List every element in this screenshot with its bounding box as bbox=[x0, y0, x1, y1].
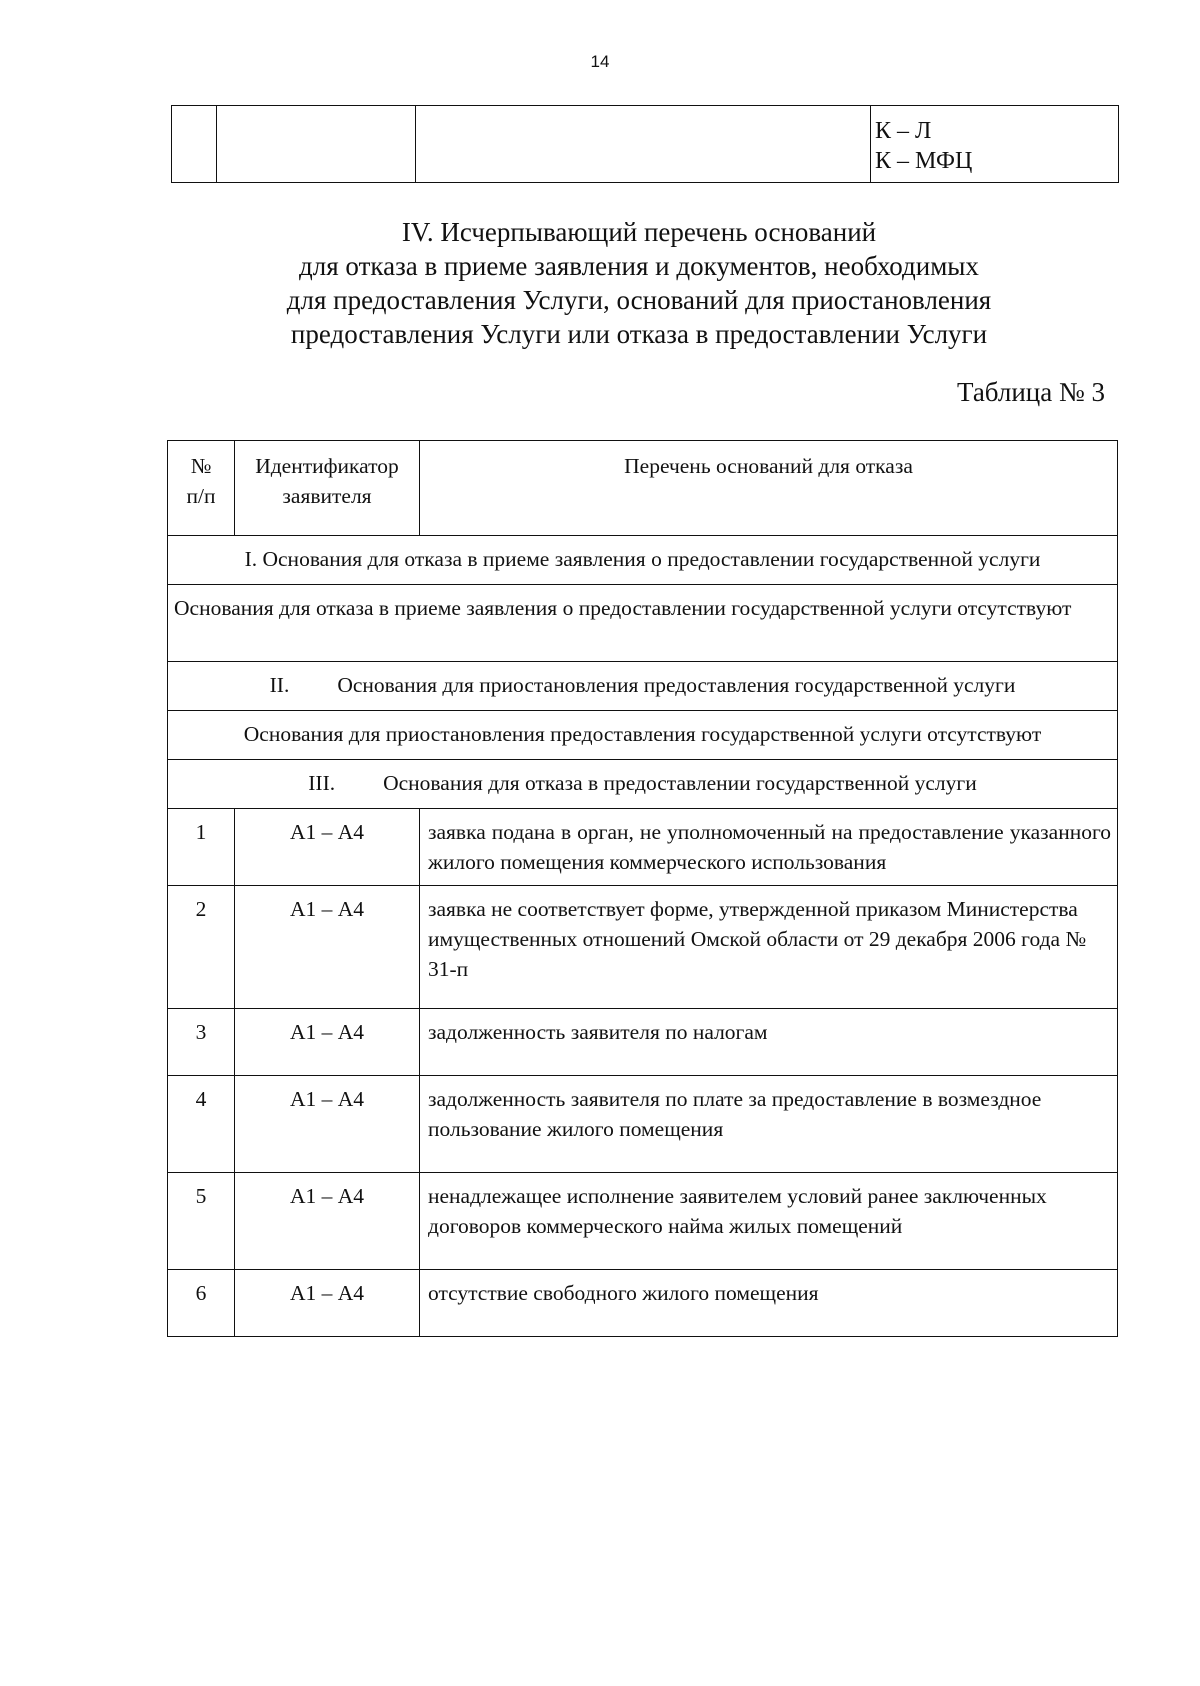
row-identifier: А1 – А4 bbox=[235, 809, 420, 886]
heading-line-3: для предоставления Услуги, оснований для приостановления bbox=[286, 285, 992, 315]
row-identifier: А1 – А4 bbox=[235, 1173, 420, 1270]
row-number: 4 bbox=[168, 1076, 235, 1173]
row-identifier: А1 – А4 bbox=[235, 1009, 420, 1076]
section-2-note: Основания для приостановления предоставления государственной услуги отсутствуют bbox=[168, 711, 1118, 760]
section-2-row bbox=[168, 662, 1118, 711]
section-heading bbox=[200, 215, 1078, 351]
section-1-note: Основания для отказа в приеме заявления о предоставлении государственной услуги отсутствуют bbox=[168, 585, 1118, 662]
continuation-table bbox=[171, 105, 1119, 183]
row-number: 5 bbox=[168, 1173, 235, 1270]
continuation-cell-4 bbox=[871, 106, 1119, 183]
table-row bbox=[168, 1076, 1118, 1173]
row-identifier: А1 – А4 bbox=[235, 886, 420, 1009]
refusal-grounds-table bbox=[167, 440, 1118, 1337]
section-2-roman: II. bbox=[269, 673, 290, 697]
row-reason: заявка не соответствует форме, утвержденной приказом Министерства имущественных отношений Омской области от 29 декабря 2006 года № 31-п bbox=[420, 886, 1118, 1009]
header-reasons: Перечень оснований для отказа bbox=[420, 441, 1118, 536]
continuation-line-2: К – МФЦ bbox=[875, 148, 973, 174]
section-3-title: Основания для отказа в предоставлении государственной услуги bbox=[383, 771, 977, 795]
row-reason: задолженность заявителя по налогам bbox=[420, 1009, 1118, 1076]
continuation-cell-2 bbox=[217, 106, 416, 183]
header-num-line-2: п/п bbox=[186, 484, 216, 508]
header-identifier-line-2: заявителя bbox=[282, 484, 372, 508]
continuation-cell-1 bbox=[172, 106, 217, 183]
row-number: 3 bbox=[168, 1009, 235, 1076]
row-identifier: А1 – А4 bbox=[235, 1270, 420, 1337]
heading-line-4: предоставления Услуги или отказа в предоставлении Услуги bbox=[290, 319, 988, 349]
table-header-row bbox=[168, 441, 1118, 536]
table-row bbox=[168, 886, 1118, 1009]
heading-line-1: IV. Исчерпывающий перечень оснований bbox=[401, 217, 877, 247]
continuation-cell-3 bbox=[416, 106, 871, 183]
section-3-cell bbox=[168, 760, 1118, 809]
row-number: 2 bbox=[168, 886, 235, 1009]
header-identifier bbox=[235, 441, 420, 536]
row-reason: ненадлежащее исполнение заявителем условий ранее заключенных договоров коммерческого найма жилых помещений bbox=[420, 1173, 1118, 1270]
section-3-row bbox=[168, 760, 1118, 809]
header-num bbox=[168, 441, 235, 536]
section-2-cell bbox=[168, 662, 1118, 711]
row-reason: заявка подана в орган, не уполномоченный на предоставление указанного жилого помещения коммерческого использования bbox=[420, 809, 1118, 886]
row-number: 1 bbox=[168, 809, 235, 886]
section-3-roman: III. bbox=[308, 771, 336, 795]
table-row bbox=[168, 1173, 1118, 1270]
heading-line-2: для отказа в приеме заявления и документов, необходимых bbox=[299, 251, 979, 281]
row-reason: задолженность заявителя по плате за предоставление в возмездное пользование жилого помещения bbox=[420, 1076, 1118, 1173]
section-1-note-row bbox=[168, 585, 1118, 662]
continuation-line-1: К – Л bbox=[875, 118, 932, 144]
row-reason: отсутствие свободного жилого помещения bbox=[420, 1270, 1118, 1337]
section-1-row bbox=[168, 536, 1118, 585]
section-2-title: Основания для приостановления предоставления государственной услуги bbox=[337, 673, 1016, 697]
row-identifier: А1 – А4 bbox=[235, 1076, 420, 1173]
row-number: 6 bbox=[168, 1270, 235, 1337]
page-number: 14 bbox=[590, 52, 610, 71]
header-num-line-1: № bbox=[190, 454, 212, 478]
table-label: Таблица № 3 bbox=[957, 377, 1105, 407]
table-row bbox=[168, 809, 1118, 886]
header-identifier-line-1: Идентификатор bbox=[255, 454, 399, 478]
table-row bbox=[168, 1270, 1118, 1337]
section-1-title: I. Основания для отказа в приеме заявления о предоставлении государственной услуги bbox=[168, 536, 1118, 585]
table-row bbox=[168, 1009, 1118, 1076]
section-2-note-row bbox=[168, 711, 1118, 760]
